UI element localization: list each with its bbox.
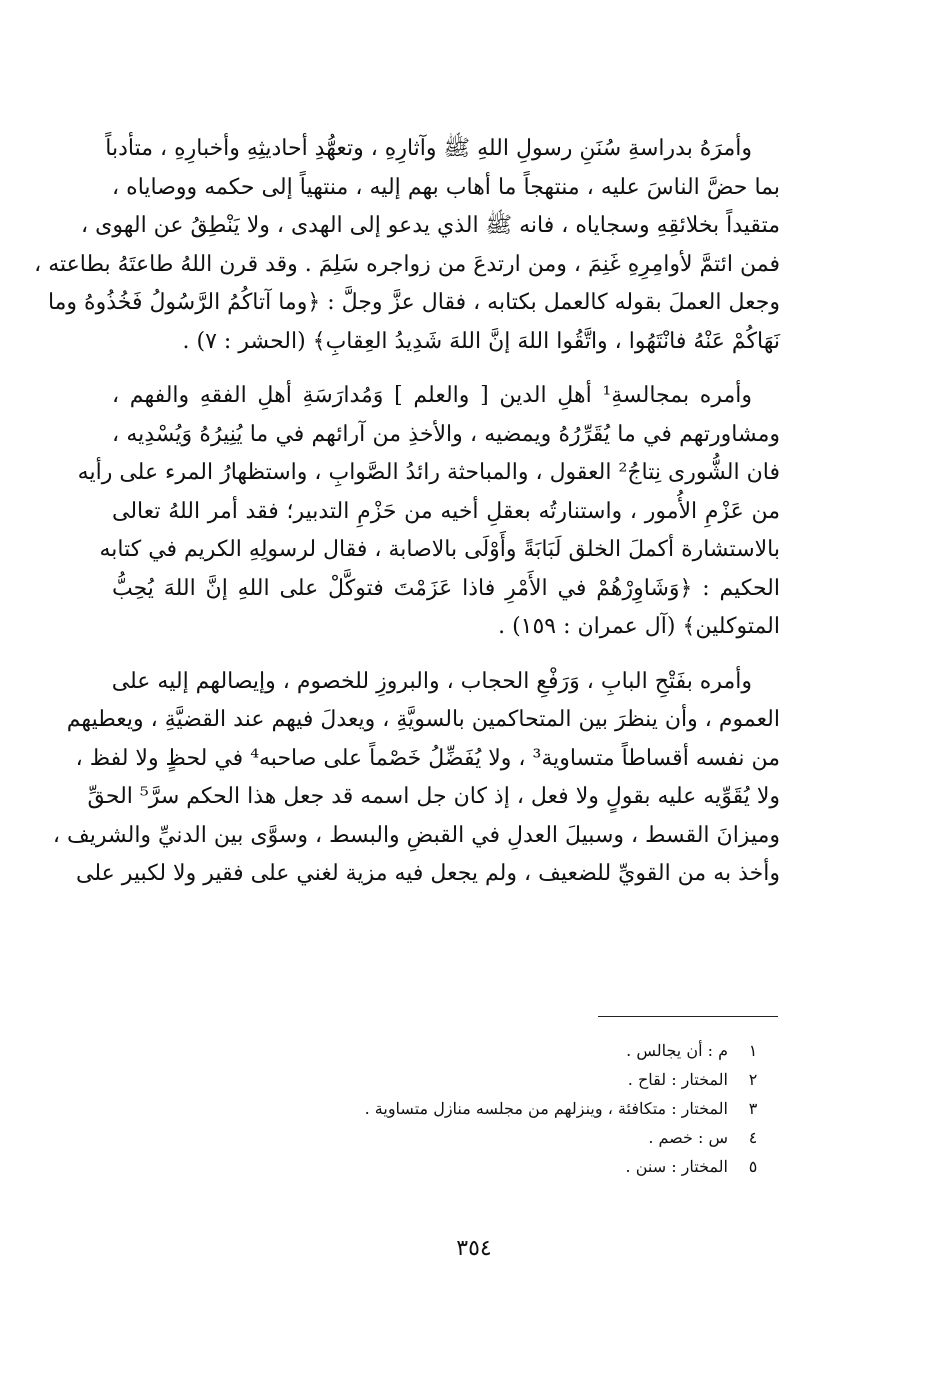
text-line: الحكيم : ﴿وَشَاوِرْهُمْ في الأَمْرِ فاذا عَزَمْتَ فتوكَّلْ على اللهِ إنَّ اللهَ يُحِبُّ bbox=[112, 575, 780, 601]
text-line: ولا يُقَوِّيه عليه بقولٍ ولا فعل ، إذ كان جل اسمه قد جعل هذا الحكم سرَّ⁵ الحقِّ bbox=[87, 784, 780, 809]
text-line: فمن ائتمَّ لأوامِرِهِ غَنِمَ ، ومن ارتدعَ من زواجره سَلِمَ . وقد قرن اللهُ طاعتَهُ بطاعته ، bbox=[34, 251, 780, 277]
text-line: فان الشُّورى نِتاجُ² العقول ، والمباحثة رائدُ الصَّوابِ ، واستظهارُ المرء على رأيه bbox=[77, 460, 780, 485]
footnotes bbox=[112, 1036, 768, 1181]
footnote-item bbox=[112, 1094, 768, 1123]
footnote-text: س : خصم . bbox=[648, 1128, 728, 1147]
footnote-number: ٢ bbox=[748, 1070, 758, 1089]
text-line: العموم ، وأن ينظرَ بين المتحاكمين بالسويَّةِ ، ويعدلَ فيهم عند القضيَّةِ ، ويعطيهم bbox=[66, 707, 780, 732]
text-line: من عَزْمِ الأُمور ، واستنارتُه بعقلِ أخيه من حَزْمِ التدبير؛ فقد أمر اللهُ تعالى bbox=[112, 498, 780, 524]
main-text bbox=[34, 130, 780, 910]
text-line: وأمرَهُ بدراسةِ سُنَنِ رسولِ اللهِ ﷺ وآثارِهِ ، وتعهُّدِ أحاديثِهِ وأخبارِهِ ، متأدباً bbox=[105, 136, 752, 161]
footnote-divider bbox=[598, 1016, 778, 1017]
text-line: بما حضَّ الناسَ عليه ، منتهجاً ما أهاب بهم إليه ، منتهياً إلى حكمه ووصاياه ، bbox=[112, 174, 780, 200]
footnote-number: ١ bbox=[748, 1041, 758, 1060]
text-line: وأمره بمجالسةِ¹ أهلِ الدين [ والعلم ] وَمُدارَسَةِ أهلِ الفقهِ والفهم ، bbox=[112, 383, 752, 408]
paragraph bbox=[77, 377, 780, 647]
footnote-item bbox=[112, 1036, 768, 1065]
text-line: وأمره بفَتْحِ البابِ ، وَرَفْعِ الحجاب ، والبروزِ للخصوم ، وإيصالهم إليه على bbox=[111, 668, 752, 694]
footnote-item bbox=[112, 1152, 768, 1181]
text-line: وأخذ به من القويِّ للضعيف ، ولم يجعل فيه مزية لغني على فقير ولا لكبير على bbox=[76, 861, 780, 886]
paragraph bbox=[34, 130, 780, 361]
footnote-number: ٣ bbox=[748, 1099, 758, 1118]
footnote-item bbox=[112, 1123, 768, 1152]
footnote-text: المختار : لقاح . bbox=[627, 1070, 728, 1089]
text-line: ومشاورتهم في ما يُقَرِّرُهُ ويمضيه ، والأخذِ من آرائهم في ما يُنِيرُهُ وَيُسْدِيه ، bbox=[112, 421, 780, 447]
text-line: وجعل العملَ بقوله كالعمل بكتابه ، فقال عزَّ وجلَّ : ﴿وما آتاكُمُ الرَّسُولُ فَخُذُوهُ وما bbox=[47, 290, 780, 315]
footnote-text: المختار : متكافئة ، وينزلهم من مجلسه منازل متساوية . bbox=[364, 1099, 728, 1118]
footnote-text: المختار : سنن . bbox=[625, 1157, 728, 1176]
page-number: ٣٥٤ bbox=[456, 1236, 492, 1261]
text-line: وميزانَ القسط ، وسبيلَ العدلِ في القبضِ والبسط ، وسوَّى بين الدنيِّ والشريف ، bbox=[52, 822, 780, 848]
paragraph bbox=[52, 663, 780, 894]
text-line: من نفسه أقساطاً متساوية³ ، ولا يُفَضِّلُ خَصْماً على صاحبه⁴ في لحظٍ ولا لفظ ، bbox=[75, 745, 780, 771]
footnote-text: م : أن يجالس . bbox=[626, 1041, 728, 1060]
text-line: المتوكلين﴾ (آل عمران : ١٥٩) . bbox=[498, 614, 780, 639]
text-line: نَهَاكُمْ عَنْهُ فانْتَهُوا ، واتَّقُوا اللهَ إنَّ اللهَ شَدِيدُ العِقابِ﴾ (الحشر : ٧) . bbox=[182, 328, 780, 354]
text-line: متقيداً بخلائقِهِ وسجاياه ، فانه ﷺ الذي يدعو إلى الهدى ، ولا يَنْطِقُ عن الهوى ، bbox=[81, 213, 780, 238]
text-line: بالاستشارة أكملَ الخلق لَبَابَةً وأَوْلَى بالاصابة ، فقال لرسولِهِ الكريم في كتابه bbox=[99, 537, 780, 562]
footnote-number: ٥ bbox=[748, 1157, 758, 1176]
footnote-number: ٤ bbox=[748, 1128, 758, 1147]
footnote-item bbox=[112, 1065, 768, 1094]
